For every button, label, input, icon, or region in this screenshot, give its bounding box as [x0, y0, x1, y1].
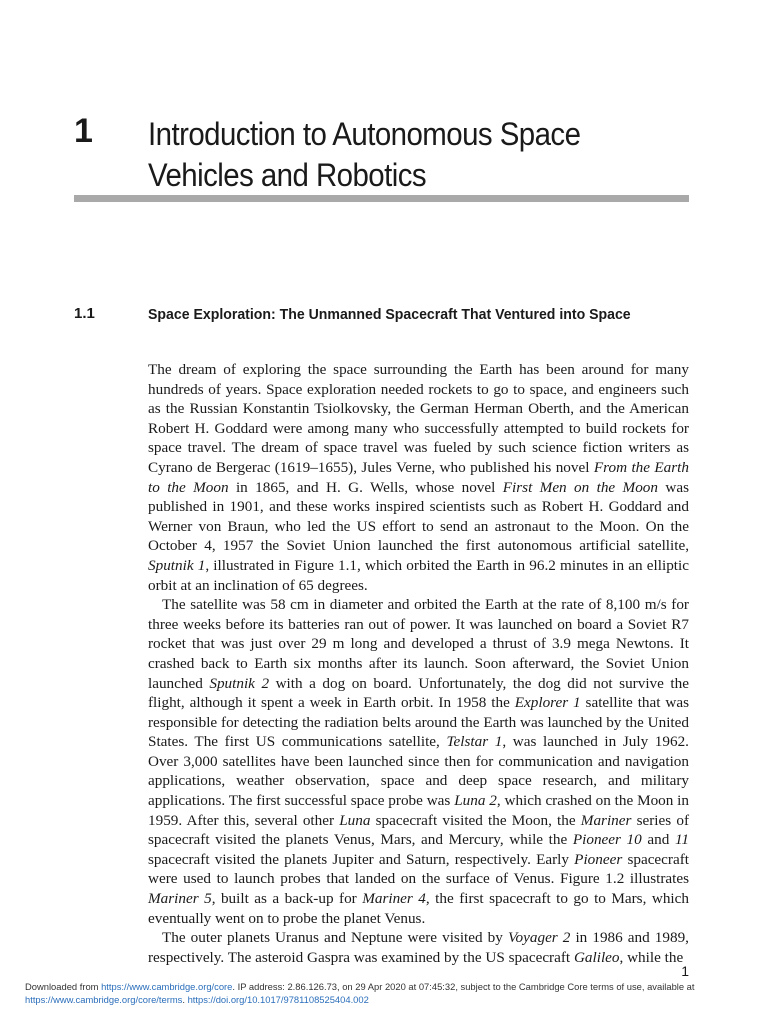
doi-link[interactable]: https://doi.org/10.1017/9781108525404.002 — [187, 994, 369, 1005]
text-run: spacecraft visited the Moon, the — [370, 811, 581, 829]
text-run: with a dog on board. Unfortunately, the dog did not survive the flight, although it spent a week in Earth orbit. In 1958 the — [148, 674, 689, 712]
text-run: , while the — [619, 948, 684, 966]
chapter-title-rule — [74, 195, 689, 202]
section-title: Space Exploration: The Unmanned Spacecraft That Ventured into Space — [148, 306, 631, 323]
chapter-number: 1 — [74, 112, 93, 150]
italic-run: Pioneer 10 — [572, 831, 642, 849]
footer-prefix: Downloaded from — [25, 981, 102, 992]
terms-link[interactable]: https://www.cambridge.org/core/terms — [25, 994, 183, 1005]
text-run: , which crashed on the Moon in 1959. After this, several other — [148, 792, 689, 829]
italic-run: Telstar 1 — [446, 733, 503, 751]
text-run: in 1986 and 1989, respectively. The asteroid Gaspra was examined by the US spacecraft — [148, 929, 689, 966]
chapter-title: Introduction to Autonomous Space Vehicles and Robotics — [148, 116, 581, 193]
text-run: The dream of exploring the space surrounding the Earth has been around for many hundreds of years. Space exploration needed rockets to go to space, and engineers such as the Russian Konstantin Tsiolkovsky, the German Herman Oberth, and the American Robert H. Goddard were among many who successfully attempted to build rockets for space travel. The dream of space travel was fueled by such science fiction writers as Cyrano de Bergerac (1619–1655), Jules Verne, who published his novel — [148, 361, 689, 476]
paragraph — [148, 360, 689, 595]
text-run: , built as a back-up for — [211, 890, 363, 908]
italic-run: Sputnik 2 — [209, 674, 270, 692]
text-run: spacecraft visited the planets Jupiter and Saturn, respectively. Early — [148, 850, 575, 868]
text-run: , the first spacecraft to go to Mars, which eventually went on to probe the planet Venus. — [148, 890, 689, 927]
italic-run: Mariner 5 — [148, 890, 212, 908]
cambridge-core-link[interactable]: https://www.cambridge.org/core — [101, 981, 233, 992]
paragraph — [148, 595, 689, 928]
italic-run: Luna 2 — [454, 792, 497, 810]
page-number: 1 — [681, 963, 689, 979]
italic-run: Galileo — [573, 948, 620, 966]
paragraph — [148, 928, 689, 967]
text-run: , was launched in July 1962. Over 3,000 satellites have been launched since then for communication and navigation applications, weather observation, space and deep space research, and military applications. The first successful space probe was — [148, 733, 689, 810]
footer-sep: . — [182, 994, 188, 1005]
footer-middle: . IP address: 2.86.126.73, on 29 Apr 2020 at 07:45:32, subject to the Cambridge Core terms of use, available at — [232, 981, 695, 992]
italic-run: Mariner — [580, 811, 632, 829]
text-run: series of spacecraft visited the planets Venus, Mars, and Mercury, while the — [148, 811, 690, 849]
text-run: satellite that was responsible for detecting the radiation belts around the Earth was launched by the United States. The first US communications satellite, — [148, 694, 689, 751]
text-run: The outer planets Uranus and Neptune were visited by — [162, 929, 508, 947]
italic-run: 11 — [674, 831, 689, 849]
text-run: The satellite was 58 cm in diameter and orbited the Earth at the rate of 8,100 m/s for three weeks before its batteries ran out of power. It was launched on board a Soviet R7 rocket that was just over 29 m long and developed a thrust of 3.9 mega Newtons. It crashed back to Earth six months after its launch. Soon afterward, the Soviet Union launched — [148, 596, 689, 692]
italic-run: Luna — [339, 811, 371, 829]
italic-run: From the Earth to the Moon — [148, 458, 689, 496]
section-number: 1.1 — [74, 305, 95, 322]
italic-run: Mariner 4 — [362, 890, 426, 908]
download-footer — [25, 980, 747, 1006]
italic-run: First Men on the Moon — [502, 478, 658, 496]
text-run: was published in 1901, and these works inspired scientists such as Robert H. Goddard and Werner von Braun, who led the US effort to send an astronaut to the Moon. On the October 4, 1957 the Soviet Union launched the first autonomous artificial satellite, — [148, 478, 689, 555]
text-run: and — [641, 831, 675, 849]
italic-run: Voyager 2 — [507, 929, 571, 947]
text-run: spacecraft were used to launch probes that landed on the surface of Venus. Figure 1.2 illustrates — [148, 850, 689, 888]
body-text — [148, 360, 689, 967]
text-run: , illustrated in Figure 1.1, which orbited the Earth in 96.2 minutes in an elliptic orbit at an inclination of 65 degrees. — [148, 556, 689, 594]
italic-run: Explorer 1 — [514, 694, 581, 712]
italic-run: Sputnik 1 — [148, 556, 206, 574]
text-run: in 1865, and H. G. Wells, whose novel — [228, 478, 503, 496]
italic-run: Pioneer — [574, 850, 623, 868]
